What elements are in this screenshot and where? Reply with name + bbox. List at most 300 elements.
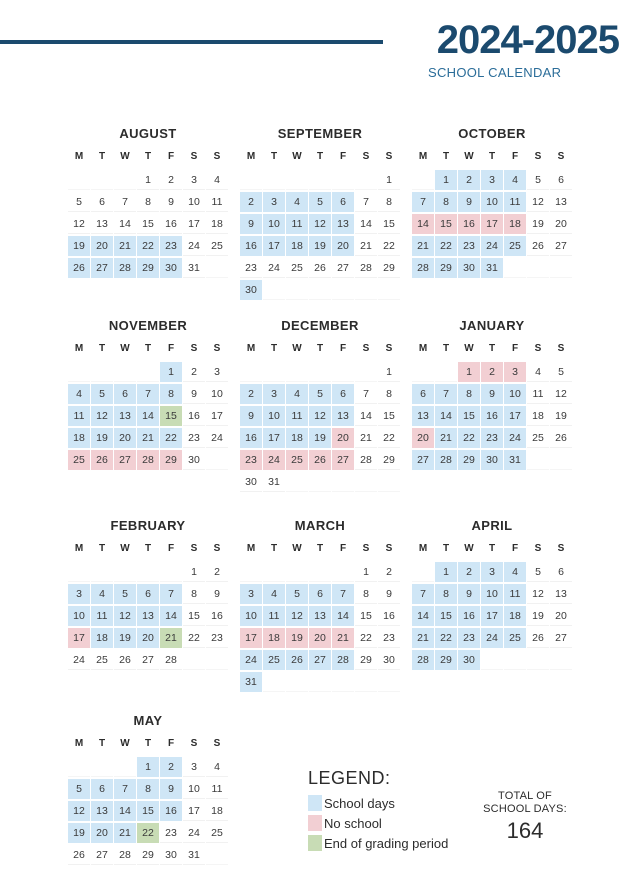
weekday-label: W	[120, 738, 130, 749]
day-cell: 7	[355, 384, 377, 404]
day-cell: 13	[114, 406, 136, 426]
day-cell: 23	[481, 428, 503, 448]
weekday-label: M	[74, 343, 84, 354]
day-cell: 24	[183, 823, 205, 843]
day-cell: 14	[412, 606, 434, 626]
day-cell: 12	[91, 406, 113, 426]
weekday-label: F	[339, 543, 347, 554]
day-cell: 24	[206, 428, 228, 448]
day-cell: 11	[286, 406, 308, 426]
day-cell: 31	[504, 450, 526, 470]
day-cell: 23	[206, 628, 228, 648]
day-cell: 31	[183, 258, 205, 278]
day-cell: 27	[114, 450, 136, 470]
month-name: OCTOBER	[458, 126, 526, 141]
day-cell: 30	[458, 258, 480, 278]
day-cell: 12	[550, 384, 572, 404]
page-title: 2024-2025	[436, 18, 619, 62]
day-grid	[240, 170, 400, 300]
day-cell: 1	[137, 757, 159, 777]
day-cell: 22	[458, 428, 480, 448]
day-cell: 16	[160, 801, 182, 821]
day-cell: 19	[114, 628, 136, 648]
weekday-label: M	[74, 543, 84, 554]
day-cell: 14	[114, 801, 136, 821]
day-cell: 3	[206, 362, 228, 382]
day-cell: 9	[458, 192, 480, 212]
weekday-label: F	[339, 151, 347, 162]
weekday-label: F	[167, 151, 175, 162]
empty-cell	[114, 362, 136, 382]
total-label-line1: TOTAL OF	[498, 790, 552, 802]
day-cell: 13	[91, 214, 113, 234]
weekday-label: T	[144, 543, 152, 554]
day-cell: 19	[68, 236, 90, 256]
weekday-label: M	[246, 151, 256, 162]
day-cell: 17	[263, 236, 285, 256]
weekday-label: T	[270, 543, 278, 554]
day-cell: 17	[206, 406, 228, 426]
day-cell: 26	[309, 450, 331, 470]
empty-cell	[91, 362, 113, 382]
weekday-label: T	[442, 343, 450, 354]
day-cell: 1	[378, 170, 400, 190]
day-cell: 14	[355, 214, 377, 234]
month-name: FEBRUARY	[110, 518, 186, 533]
month-name: AUGUST	[119, 126, 177, 141]
day-cell: 19	[68, 823, 90, 843]
weekday-label: W	[292, 151, 302, 162]
day-cell: 6	[137, 584, 159, 604]
day-cell: 20	[137, 628, 159, 648]
day-cell: 25	[286, 258, 308, 278]
day-cell: 24	[481, 236, 503, 256]
day-cell: 29	[435, 650, 457, 670]
day-cell: 2	[240, 384, 262, 404]
empty-cell	[286, 562, 308, 582]
weekday-label: F	[511, 543, 519, 554]
empty-cell	[68, 362, 90, 382]
weekday-label: W	[464, 543, 474, 554]
day-cell: 6	[332, 192, 354, 212]
empty-cell	[240, 170, 262, 190]
day-cell: 20	[550, 214, 572, 234]
day-cell: 6	[309, 584, 331, 604]
day-cell: 26	[114, 650, 136, 670]
month-name: SEPTEMBER	[277, 126, 363, 141]
day-cell: 20	[114, 428, 136, 448]
weekday-header	[240, 542, 400, 556]
day-cell: 26	[527, 236, 549, 256]
weekday-label: S	[213, 151, 221, 162]
month-august	[68, 126, 228, 278]
day-cell: 9	[481, 384, 503, 404]
day-cell: 13	[91, 801, 113, 821]
empty-cell	[114, 170, 136, 190]
day-cell: 18	[504, 214, 526, 234]
weekday-label: S	[190, 543, 198, 554]
weekday-label: S	[557, 543, 565, 554]
day-cell: 17	[68, 628, 90, 648]
weekday-header	[68, 150, 228, 164]
day-cell: 23	[458, 628, 480, 648]
day-cell: 21	[114, 823, 136, 843]
weekday-label: T	[144, 343, 152, 354]
day-cell: 23	[240, 450, 262, 470]
weekday-label: S	[213, 543, 221, 554]
day-cell: 21	[355, 428, 377, 448]
day-cell: 7	[332, 584, 354, 604]
day-cell: 24	[68, 650, 90, 670]
day-cell: 6	[550, 562, 572, 582]
day-cell: 7	[355, 192, 377, 212]
day-cell: 9	[240, 406, 262, 426]
empty-cell	[114, 562, 136, 582]
empty-cell	[286, 472, 308, 492]
weekday-label: F	[167, 543, 175, 554]
day-cell: 13	[137, 606, 159, 626]
day-cell: 17	[183, 214, 205, 234]
empty-cell	[332, 280, 354, 300]
weekday-label: F	[511, 343, 519, 354]
day-cell: 5	[550, 362, 572, 382]
month-name: DECEMBER	[281, 318, 359, 333]
day-cell: 28	[332, 650, 354, 670]
legend-item-school-days	[308, 793, 448, 813]
day-cell: 15	[435, 606, 457, 626]
day-cell: 18	[527, 406, 549, 426]
day-cell: 21	[137, 428, 159, 448]
day-cell: 29	[378, 258, 400, 278]
day-cell: 5	[527, 170, 549, 190]
weekday-label: S	[557, 151, 565, 162]
day-cell: 17	[263, 428, 285, 448]
day-cell: 3	[263, 192, 285, 212]
weekday-label: S	[362, 543, 370, 554]
legend-item-grading-period	[308, 833, 448, 853]
day-cell: 15	[378, 406, 400, 426]
weekday-label: S	[385, 151, 393, 162]
day-cell: 18	[286, 428, 308, 448]
day-cell: 19	[550, 406, 572, 426]
day-cell: 15	[160, 406, 182, 426]
weekday-label: M	[74, 738, 84, 749]
weekday-label: T	[488, 151, 496, 162]
day-cell: 25	[263, 650, 285, 670]
day-cell: 19	[527, 606, 549, 626]
empty-cell	[378, 280, 400, 300]
day-cell: 12	[114, 606, 136, 626]
weekday-label: W	[464, 151, 474, 162]
day-cell: 18	[263, 628, 285, 648]
total-school-days	[470, 790, 580, 844]
weekday-header	[240, 342, 400, 356]
day-cell: 17	[183, 801, 205, 821]
day-cell: 8	[137, 779, 159, 799]
day-cell: 21	[160, 628, 182, 648]
weekday-header	[68, 737, 228, 751]
month-october	[412, 126, 572, 278]
weekday-header	[68, 342, 228, 356]
day-cell: 15	[378, 214, 400, 234]
day-cell: 13	[309, 606, 331, 626]
day-cell: 22	[355, 628, 377, 648]
day-cell: 2	[160, 170, 182, 190]
day-cell: 3	[481, 562, 503, 582]
weekday-label: T	[144, 738, 152, 749]
day-cell: 8	[137, 192, 159, 212]
day-cell: 6	[91, 779, 113, 799]
weekday-label: W	[120, 151, 130, 162]
day-cell: 1	[137, 170, 159, 190]
empty-cell	[504, 650, 526, 670]
weekday-label: S	[534, 343, 542, 354]
day-cell: 5	[309, 192, 331, 212]
day-cell: 2	[458, 562, 480, 582]
weekday-label: T	[98, 543, 106, 554]
day-cell: 8	[435, 584, 457, 604]
day-cell: 4	[263, 584, 285, 604]
weekday-label: T	[316, 151, 324, 162]
empty-cell	[309, 672, 331, 692]
day-cell: 28	[355, 258, 377, 278]
day-cell: 15	[137, 801, 159, 821]
day-cell: 24	[481, 628, 503, 648]
day-cell: 3	[263, 384, 285, 404]
legend-label: End of grading period	[324, 835, 449, 851]
empty-cell	[332, 672, 354, 692]
day-cell: 10	[263, 214, 285, 234]
weekday-label: F	[339, 343, 347, 354]
day-cell: 4	[527, 362, 549, 382]
weekday-header	[412, 150, 572, 164]
day-cell: 7	[114, 192, 136, 212]
day-cell: 10	[206, 384, 228, 404]
weekday-label: T	[270, 343, 278, 354]
day-cell: 27	[91, 845, 113, 865]
weekday-label: W	[292, 543, 302, 554]
weekday-label: T	[98, 151, 106, 162]
weekday-header	[412, 342, 572, 356]
day-cell: 27	[550, 628, 572, 648]
month-march	[240, 518, 400, 692]
day-cell: 29	[137, 258, 159, 278]
day-cell: 1	[160, 362, 182, 382]
day-cell: 5	[286, 584, 308, 604]
day-cell: 21	[355, 236, 377, 256]
day-cell: 1	[458, 362, 480, 382]
day-cell: 31	[263, 472, 285, 492]
day-cell: 3	[68, 584, 90, 604]
day-cell: 28	[412, 258, 434, 278]
empty-cell	[309, 472, 331, 492]
empty-cell	[435, 362, 457, 382]
day-cell: 26	[68, 845, 90, 865]
day-cell: 11	[263, 606, 285, 626]
day-cell: 21	[412, 628, 434, 648]
day-cell: 20	[412, 428, 434, 448]
weekday-label: T	[270, 151, 278, 162]
day-cell: 19	[286, 628, 308, 648]
day-cell: 31	[183, 845, 205, 865]
day-cell: 1	[183, 562, 205, 582]
legend-swatch-school-days	[308, 795, 322, 811]
day-grid	[412, 562, 572, 670]
month-name: APRIL	[471, 518, 513, 533]
day-cell: 30	[240, 472, 262, 492]
day-cell: 10	[183, 192, 205, 212]
month-december	[240, 318, 400, 492]
day-cell: 16	[206, 606, 228, 626]
day-cell: 7	[412, 584, 434, 604]
day-cell: 11	[504, 192, 526, 212]
day-cell: 14	[137, 406, 159, 426]
day-cell: 16	[240, 236, 262, 256]
day-cell: 8	[458, 384, 480, 404]
empty-cell	[137, 362, 159, 382]
month-may	[68, 713, 228, 865]
day-cell: 10	[183, 779, 205, 799]
day-cell: 23	[183, 428, 205, 448]
day-cell: 27	[412, 450, 434, 470]
day-cell: 14	[332, 606, 354, 626]
day-cell: 14	[355, 406, 377, 426]
day-cell: 18	[206, 801, 228, 821]
day-cell: 2	[160, 757, 182, 777]
weekday-label: W	[120, 543, 130, 554]
day-cell: 24	[263, 258, 285, 278]
empty-cell	[378, 472, 400, 492]
day-cell: 13	[412, 406, 434, 426]
day-cell: 20	[91, 236, 113, 256]
day-cell: 28	[114, 258, 136, 278]
day-grid	[412, 170, 572, 278]
empty-cell	[68, 562, 90, 582]
day-cell: 12	[309, 214, 331, 234]
month-name: NOVEMBER	[108, 318, 188, 333]
day-cell: 23	[240, 258, 262, 278]
empty-cell	[206, 450, 228, 470]
day-cell: 21	[435, 428, 457, 448]
weekday-label: W	[292, 343, 302, 354]
day-cell: 23	[160, 236, 182, 256]
day-cell: 17	[481, 214, 503, 234]
day-cell: 8	[378, 192, 400, 212]
empty-cell	[263, 672, 285, 692]
weekday-label: T	[488, 343, 496, 354]
day-cell: 16	[481, 406, 503, 426]
day-cell: 30	[481, 450, 503, 470]
day-cell: 27	[550, 236, 572, 256]
day-cell: 10	[68, 606, 90, 626]
empty-cell	[309, 562, 331, 582]
day-cell: 20	[91, 823, 113, 843]
day-cell: 16	[458, 606, 480, 626]
day-cell: 27	[309, 650, 331, 670]
empty-cell	[332, 170, 354, 190]
day-cell: 29	[435, 258, 457, 278]
empty-cell	[412, 562, 434, 582]
day-cell: 26	[91, 450, 113, 470]
empty-cell	[412, 170, 434, 190]
day-cell: 6	[114, 384, 136, 404]
day-cell: 2	[481, 362, 503, 382]
day-cell: 24	[504, 428, 526, 448]
day-cell: 11	[206, 779, 228, 799]
day-cell: 19	[91, 428, 113, 448]
month-january	[412, 318, 572, 470]
weekday-label: F	[167, 343, 175, 354]
empty-cell	[286, 672, 308, 692]
day-cell: 19	[309, 236, 331, 256]
weekday-header	[412, 542, 572, 556]
day-cell: 23	[378, 628, 400, 648]
empty-cell	[68, 170, 90, 190]
total-value: 164	[506, 818, 544, 843]
day-cell: 16	[378, 606, 400, 626]
day-cell: 12	[309, 406, 331, 426]
day-cell: 11	[206, 192, 228, 212]
weekday-label: S	[190, 738, 198, 749]
day-cell: 2	[378, 562, 400, 582]
day-cell: 5	[309, 384, 331, 404]
day-cell: 9	[378, 584, 400, 604]
day-cell: 7	[412, 192, 434, 212]
empty-cell	[504, 258, 526, 278]
month-february	[68, 518, 228, 670]
day-cell: 28	[114, 845, 136, 865]
day-cell: 9	[240, 214, 262, 234]
empty-cell	[206, 845, 228, 865]
day-cell: 3	[504, 362, 526, 382]
empty-cell	[68, 757, 90, 777]
day-cell: 11	[68, 406, 90, 426]
day-cell: 29	[378, 450, 400, 470]
day-cell: 12	[527, 192, 549, 212]
day-cell: 4	[206, 757, 228, 777]
empty-cell	[263, 562, 285, 582]
weekday-label: M	[246, 543, 256, 554]
empty-cell	[114, 757, 136, 777]
day-cell: 5	[527, 562, 549, 582]
day-cell: 14	[435, 406, 457, 426]
day-cell: 27	[137, 650, 159, 670]
weekday-label: S	[213, 343, 221, 354]
day-cell: 5	[68, 192, 90, 212]
weekday-label: T	[442, 543, 450, 554]
weekday-label: S	[534, 151, 542, 162]
day-grid	[68, 757, 228, 865]
empty-cell	[309, 170, 331, 190]
day-cell: 3	[240, 584, 262, 604]
day-cell: 18	[206, 214, 228, 234]
empty-cell	[309, 280, 331, 300]
legend-label: School days	[324, 795, 395, 811]
day-cell: 29	[458, 450, 480, 470]
weekday-header	[68, 542, 228, 556]
day-cell: 2	[206, 562, 228, 582]
empty-cell	[263, 362, 285, 382]
weekday-label: M	[418, 151, 428, 162]
weekday-label: S	[190, 343, 198, 354]
day-cell: 31	[240, 672, 262, 692]
day-cell: 27	[91, 258, 113, 278]
day-cell: 14	[160, 606, 182, 626]
day-cell: 30	[160, 258, 182, 278]
day-cell: 15	[183, 606, 205, 626]
page-subtitle: SCHOOL CALENDAR	[428, 65, 562, 80]
day-cell: 8	[355, 584, 377, 604]
